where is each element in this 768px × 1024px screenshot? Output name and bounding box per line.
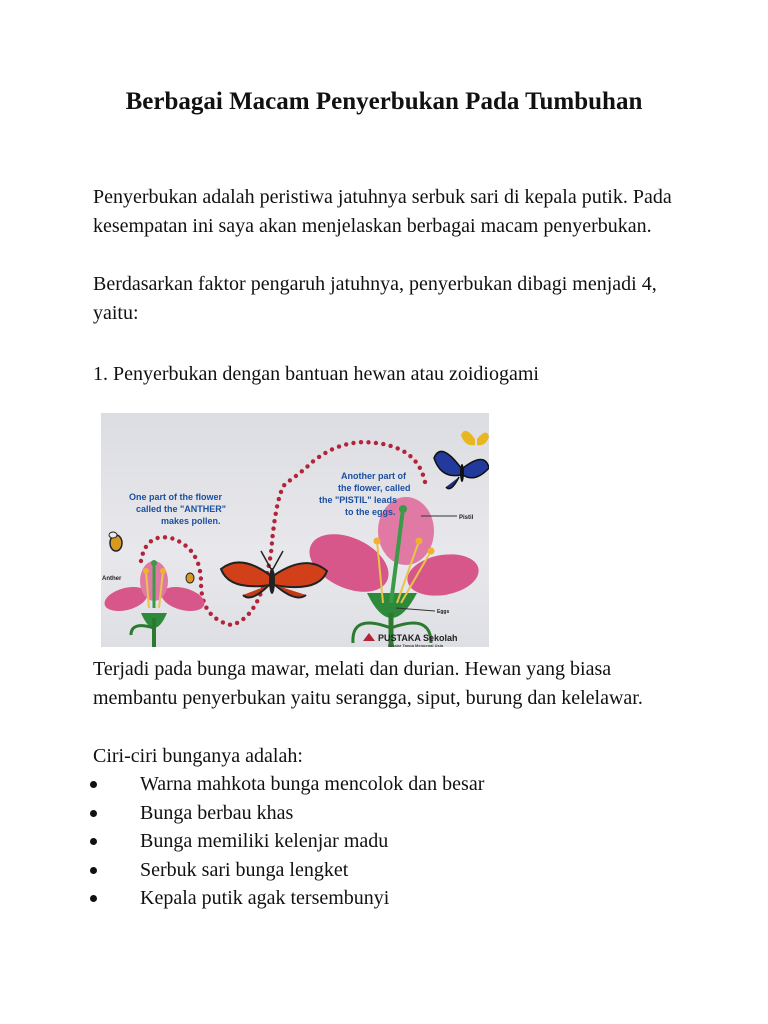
section1-paragraph: Terjadi pada bunga mawar, melati dan durian. Hewan yang biasa membantu penyerbukan yaitu serangga, siput, burung dan kelelawar. (93, 658, 643, 709)
anther-caption (129, 492, 226, 526)
list-item (0, 799, 768, 828)
pollen-dot (255, 599, 259, 603)
pistil-caption-line4: to the eggs. (345, 507, 396, 517)
pollen-dot (177, 539, 181, 543)
pollen-dot (221, 620, 225, 624)
pistil-caption-line2: the flower, called (338, 483, 411, 493)
pollen-dot (251, 606, 255, 610)
bee-icon-2 (186, 573, 194, 583)
pollen-dot (199, 584, 203, 588)
eggs-label: Eggs (437, 609, 450, 615)
bullet-icon (90, 895, 97, 902)
pollen-dot (196, 562, 200, 566)
pollen-dot (189, 549, 193, 553)
list-item (0, 827, 768, 856)
pollen-dot (228, 623, 232, 627)
pistil-caption-line1: Another part of (341, 471, 406, 481)
pollination-illustration-svg (101, 413, 489, 647)
pollen-dot (381, 442, 385, 446)
pollen-dot (139, 559, 143, 563)
pollen-dot (282, 483, 286, 487)
list-item-text: Warna mahkota bunga mencolok dan besar (140, 773, 485, 795)
brand-name: PUSTAKA Sekolah (378, 633, 458, 643)
anther-caption-line3: makes pollen. (161, 516, 221, 526)
pollen-dot (305, 464, 309, 468)
pollen-dot (294, 474, 298, 478)
yellow-butterfly-icon (461, 431, 489, 446)
list-item (0, 884, 768, 913)
pollen-dot (198, 569, 202, 573)
bullet-icon (90, 867, 97, 874)
pollen-dot (214, 617, 218, 621)
pollen-dot (408, 454, 412, 458)
pollen-dot (275, 504, 279, 508)
bee-icon (109, 532, 122, 551)
pollen-dot (323, 451, 327, 455)
pollen-dot (300, 469, 304, 473)
pollen-dot (269, 549, 273, 553)
pollen-dot (204, 606, 208, 610)
section-heading-zoidiogami: 1. Penyerbukan dengan bantuan hewan atau zoidiogami (93, 363, 539, 385)
anther-label: Anther (102, 576, 122, 582)
list-item-text: Serbuk sari bunga lengket (140, 858, 349, 881)
pollen-dot (402, 450, 406, 454)
pollen-dot (241, 617, 245, 621)
pollen-dot (199, 576, 203, 580)
blue-butterfly-icon (434, 451, 489, 488)
pollen-dot (330, 447, 334, 451)
pollen-dot (317, 455, 321, 459)
ciri-heading: Ciri-ciri bunganya adalah: (93, 745, 303, 767)
pollen-dot (235, 621, 239, 625)
list-item (0, 856, 768, 885)
list-item-text: Bunga memiliki kelenjar madu (140, 830, 389, 852)
pollen-dot (247, 612, 251, 616)
pollen-dot (163, 535, 167, 539)
pollen-dot (337, 444, 341, 448)
pollen-dot (421, 473, 425, 477)
pollination-illustration (101, 413, 489, 647)
pollen-dot (193, 555, 197, 559)
pollen-dot (418, 466, 422, 470)
pollen-dot (277, 497, 281, 501)
pollen-dot (141, 552, 145, 556)
pollen-dot (279, 490, 283, 494)
anther-caption-line1: One part of the flower (129, 492, 223, 502)
pollen-dot (200, 591, 204, 595)
pollen-dot (274, 512, 278, 516)
brand-subtitle: Belajar Tanpa Mengenal Usia (388, 643, 444, 647)
pollen-dot (270, 534, 274, 538)
anther-caption-line2: called the "ANTHER" (136, 504, 227, 514)
pollen-dot (288, 478, 292, 482)
brand-logo (363, 633, 458, 647)
pollen-dot (155, 536, 159, 540)
ciri-list (0, 770, 768, 913)
list-item-text: Bunga berbau khas (140, 801, 294, 824)
pollen-dot (413, 459, 417, 463)
pollen-dot (270, 541, 274, 545)
pollen-dot (311, 459, 315, 463)
pollen-dot (388, 444, 392, 448)
pollen-dot (183, 543, 187, 547)
page-title: Berbagai Macam Penyerbukan Pada Tumbuhan (125, 88, 643, 115)
pollen-dot (144, 545, 148, 549)
pollen-dot (359, 440, 363, 444)
bullet-icon (90, 781, 97, 788)
pollen-dot (268, 556, 272, 560)
list-item-text: Kepala putik agak tersembunyi (140, 887, 390, 909)
pollen-dot (271, 526, 275, 530)
pollen-dot (170, 536, 174, 540)
pollen-dot (209, 612, 213, 616)
intro-paragraph-2: Berdasarkan faktor pengaruh jatuhnya, penyerbukan dibagi menjadi 4, yaitu: (93, 273, 657, 324)
pollen-dot (149, 539, 153, 543)
pistil-caption-line3: the "PISTIL" leads (319, 495, 398, 505)
pollen-dot (344, 442, 348, 446)
pollen-dot (366, 440, 370, 444)
bullet-icon (90, 810, 97, 817)
pollen-dot (272, 519, 276, 523)
pistil-label: Pistil (459, 515, 474, 521)
intro-paragraph: Penyerbukan adalah peristiwa jatuhnya serbuk sari di kepala putik. Pada kesempatan ini saya akan menjelaskan berbagai macam penyerbukan. (93, 186, 672, 237)
pollen-dot (396, 446, 400, 450)
pollen-dot (351, 441, 355, 445)
list-item (0, 770, 768, 799)
pollen-dot (423, 480, 427, 484)
bullet-icon (90, 838, 97, 845)
pollen-dot (374, 441, 378, 445)
